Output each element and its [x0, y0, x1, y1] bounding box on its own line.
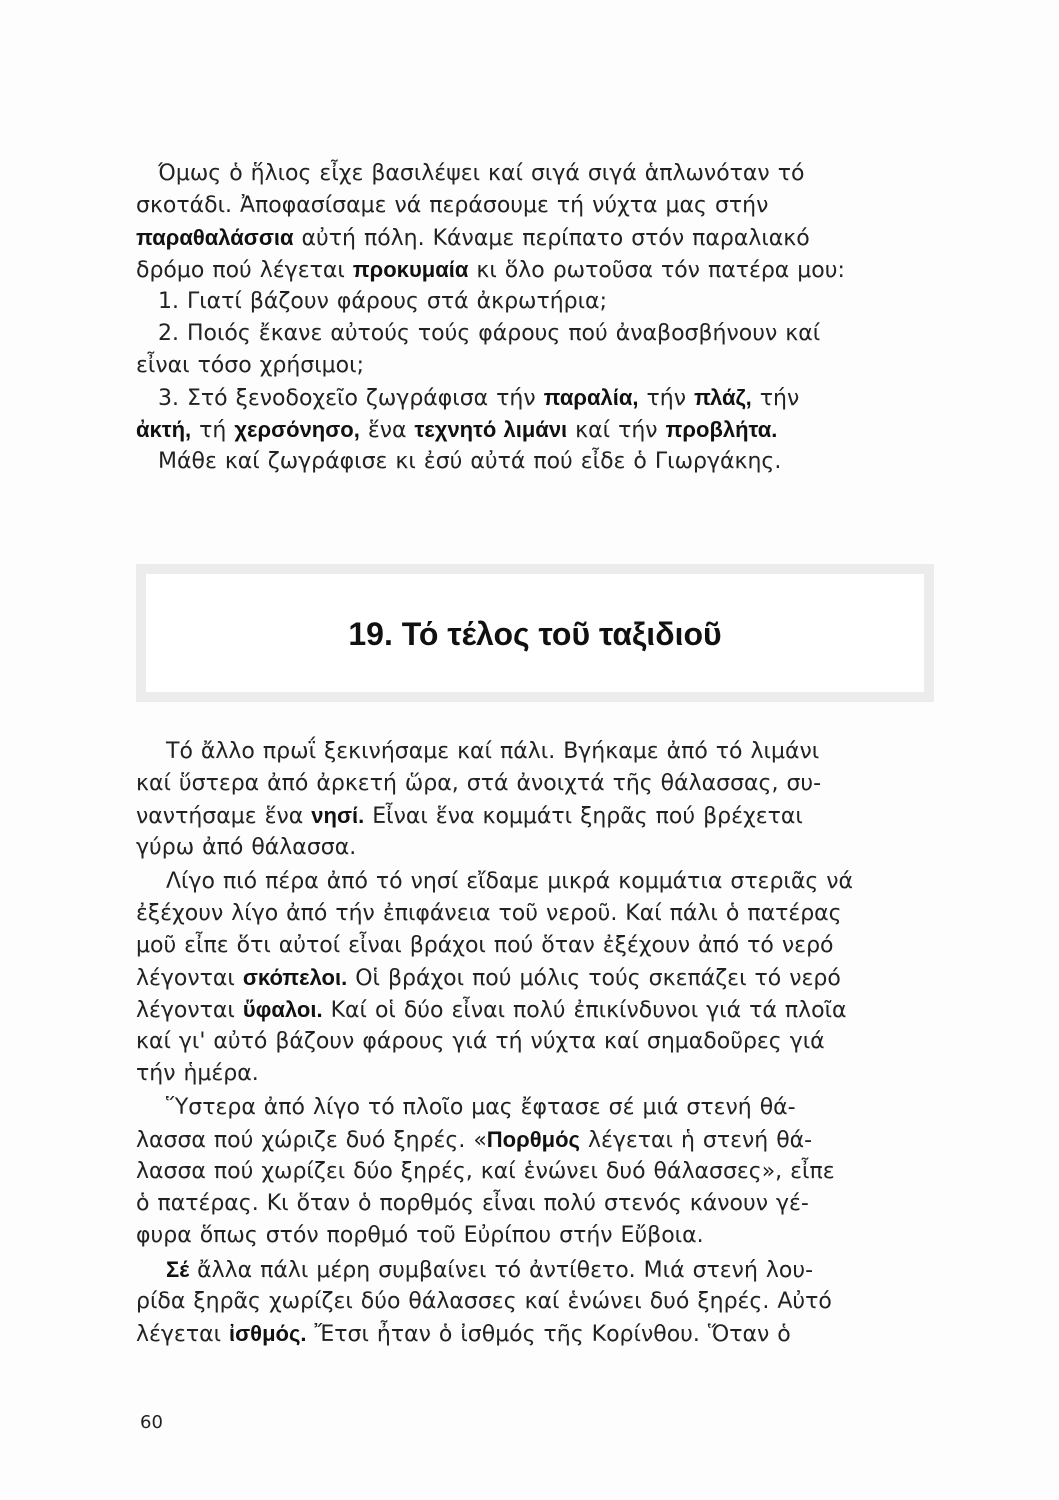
story-section [136, 736, 936, 1350]
text-line [136, 1286, 936, 1318]
text-line [136, 1318, 936, 1350]
text-line [136, 1092, 936, 1124]
instruction-line: Μάθε καί ζωγράφισε κι ἐσύ αὐτά πού εἶδε ὁ Γιωργάκης. [158, 449, 782, 474]
text-line [136, 1058, 936, 1090]
text-segment: λέγονται [136, 966, 243, 991]
question-list [136, 286, 936, 446]
text-line [136, 158, 936, 190]
text-segment: Ὕστερα ἀπό λίγο τό πλοῖο μας ἔφτασε σέ μιά στενή θά- [166, 1095, 796, 1120]
intro-paragraph [136, 158, 936, 286]
text-segment: 1. Γιατί βάζουν φάρους στά ἀκρωτήρια; [158, 289, 607, 314]
text-segment: ὁ πατέρας. Κι ὅταν ὁ πορθμός εἶναι πολύ στενός κάνουν γέ- [136, 1191, 809, 1216]
text-segment: τήν [638, 386, 694, 411]
bold-term: παραθαλάσσια [136, 225, 294, 250]
text-line [136, 994, 936, 1026]
text-line [136, 254, 936, 286]
text-segment: ἄλλα πάλι μέρη συμβαίνει τό ἀντίθετο. Μιά στενή λου- [189, 1258, 814, 1283]
question-item [136, 318, 936, 382]
text-segment: λέγεται ἡ στενή θά- [579, 1128, 813, 1153]
text-line [136, 190, 936, 222]
bold-term: προβλήτα. [665, 417, 778, 442]
bold-term: χερσόνησο, [234, 417, 360, 442]
text-segment: Τό ἄλλο πρωΐ ξεκινήσαμε καί πάλι. Βγήκαμε ἀπό τό λιμάνι [166, 739, 820, 764]
text-line [136, 1124, 936, 1156]
text-segment: Ἔτσι ἦταν ὁ ἰσθμός τῆς Κορίνθου. Ὅταν ὁ [306, 1322, 791, 1347]
text-segment: λέγονται [136, 998, 243, 1023]
text-segment: εἶναι τόσο χρήσιμοι; [136, 353, 364, 378]
bold-term: τεχνητό λιμάνι [414, 417, 568, 442]
text-segment: καί ὕστερα ἀπό ἀρκετή ὥρα, στά ἀνοιχτά τῆς θάλασσας, συ- [136, 771, 822, 796]
text-line [136, 930, 936, 962]
section-title: 19. Τό τέλος τοῦ ταξιδιοῦ [348, 616, 722, 652]
text-segment: δρόμο πού λέγεται [136, 258, 353, 283]
text-segment: σκοτάδι. Ἀποφασίσαμε νά περάσουμε τή νύχτα μας στήν [136, 193, 769, 218]
text-line [136, 1254, 936, 1286]
bold-term: προκυμαία [352, 257, 469, 282]
text-segment: γύρω ἀπό θάλασσα. [136, 835, 357, 860]
intro-section [136, 158, 936, 478]
question-item [136, 286, 936, 318]
text-line [136, 962, 936, 994]
text-line [136, 866, 936, 898]
text-segment: καί γι' αὐτό βάζουν φάρους γιά τή νύχτα καί σημαδοῦρες γιά [136, 1029, 825, 1054]
text-line [136, 222, 936, 254]
text-segment: ἐξέχουν λίγο ἀπό τήν ἐπιφάνεια τοῦ νεροῦ. Καί πάλι ὁ πατέρας [136, 901, 842, 926]
page-number: 60 [140, 1412, 163, 1433]
text-line [136, 1026, 936, 1058]
paragraph [136, 1254, 936, 1350]
text-segment: τήν ἡμέρα. [136, 1061, 259, 1086]
text-segment: τήν [751, 386, 800, 411]
bold-term: Σέ [166, 1257, 190, 1282]
text-segment: ρίδα ξηρᾶς χωρίζει δύο θάλασσες καί ἑνώνει δυό ξηρές. Αὐτό [136, 1289, 832, 1314]
text-line [136, 832, 936, 864]
text-line [136, 898, 936, 930]
bold-term: πλάζ, [694, 385, 752, 410]
bold-term: ἀκτή, [136, 417, 192, 442]
text-segment: Λίγο πιό πέρα ἀπό τό νησί εἴδαμε μικρά κομμάτια στεριᾶς νά [166, 869, 854, 894]
text-segment: λέγεται [136, 1322, 230, 1347]
text-segment: μοῦ εἶπε ὅτι αὐτοί εἶναι βράχοι πού ὅταν ἐξέχουν ἀπό τό νερό [136, 933, 834, 958]
bold-term: Πορθμός [486, 1127, 580, 1152]
text-line [136, 350, 936, 382]
text-segment: λασσα πού χωρίζει δύο ξηρές, καί ἑνώνει δυό θάλασσες», εἶπε [136, 1159, 835, 1184]
text-line [136, 1220, 936, 1252]
paragraph [136, 866, 936, 1090]
text-segment: ναντήσαμε ἕνα [136, 804, 312, 829]
text-segment: καί τήν [567, 418, 666, 443]
bold-term: ὕφαλοι. [242, 997, 323, 1022]
text-segment: Όμως ὁ ἥλιος εἶχε βασιλέψει καί σιγά σιγά ἁπλωνόταν τό [158, 161, 805, 186]
text-segment: τή [191, 418, 235, 443]
text-line [136, 768, 936, 800]
section-title-box [136, 564, 934, 702]
text-segment: Οἱ βράχοι πού μόλις τούς σκεπάζει τό νερό [347, 966, 841, 991]
bold-term: παραλία, [543, 385, 639, 410]
text-segment: 2. Ποιός ἔκανε αὐτούς τούς φάρους πού ἀναβοσβήνουν καί [158, 321, 821, 346]
text-segment: κι ὅλο ρωτοῦσα τόν πατέρα μου: [468, 258, 845, 283]
text-line [136, 736, 936, 768]
text-segment: λασσα πού χώριζε δυό ξηρές. « [136, 1128, 487, 1153]
text-line [136, 318, 936, 350]
paragraph [136, 736, 936, 864]
text-line [136, 382, 936, 414]
text-line [136, 800, 936, 832]
text-segment: Καί οἱ δύο εἶναι πολύ ἐπικίνδυνοι γιά τά πλοῖα [322, 998, 847, 1023]
question-item [136, 382, 936, 446]
text-segment: ἕνα [359, 418, 415, 443]
text-segment: Εἶναι ἕνα κομμάτι ξηρᾶς πού βρέχεται [364, 804, 803, 829]
text-segment: αὐτή πόλη. Κάναμε περίπατο στόν παραλιακό [293, 226, 810, 251]
text-segment: 3. Στό ξενοδοχεῖο ζωγράφισα τήν [158, 386, 544, 411]
text-line [136, 286, 936, 318]
text-line [136, 414, 936, 446]
bold-term: ἰσθμός. [229, 1321, 307, 1346]
text-segment: φυρα ὅπως στόν πορθμό τοῦ Εὐρίπου στήν Εὔβοια. [136, 1223, 704, 1248]
text-line [136, 1156, 936, 1188]
bold-term: σκόπελοι. [242, 965, 348, 990]
bold-term: νησί. [311, 803, 365, 828]
paragraph [136, 1092, 936, 1252]
text-line [136, 1188, 936, 1220]
